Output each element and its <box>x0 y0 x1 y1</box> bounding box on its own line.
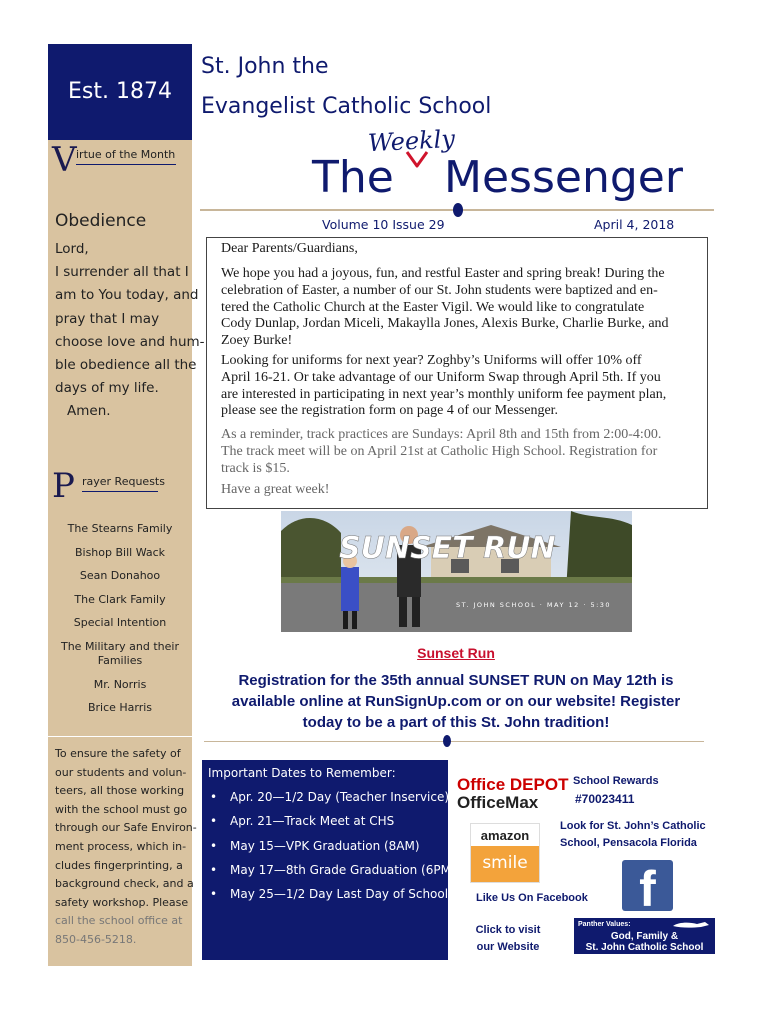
list-item: Bishop Bill Wack <box>74 545 166 559</box>
letter-line: Zoey Burke! <box>221 333 293 349</box>
safety-line: cludes fingerprinting, a <box>55 858 183 872</box>
important-dates-box <box>202 760 456 960</box>
virtue-drop-cap: V <box>52 140 77 180</box>
panther-values-line: God, Family & <box>610 931 679 942</box>
safety-line: teers, all those working <box>55 784 185 798</box>
letter-paragraph <box>221 266 701 350</box>
letter-line: We hope you had a joyous, fun, and restful Easter and spring break! During the <box>221 266 665 281</box>
list-item: • Apr. 21—Track Meet at CHS <box>202 814 448 838</box>
safety-line: safety workshop. Please <box>55 895 189 909</box>
list-item: • Apr. 20—1/2 Day (Teacher Inservice) <box>202 790 448 814</box>
panther-values-label: Panther Values: <box>578 921 631 928</box>
prayer-requests-underline <box>82 491 158 492</box>
section-dot <box>443 735 451 747</box>
section-rule <box>204 741 704 742</box>
volume-issue: Volume 10 Issue 29 <box>322 217 445 232</box>
safety-line: through our Safe Environ- <box>55 821 197 835</box>
safety-line: call the school office at <box>55 914 183 928</box>
safety-phone: 850-456-5218. <box>55 932 137 946</box>
sunset-run-line: Registration for the 35th annual SUNSET RUN on May 12th is <box>238 672 674 689</box>
list-item: • May 15—VPK Graduation (8AM) <box>202 839 448 863</box>
safety-line: our students and volun- <box>55 765 187 779</box>
sunset-run-line: available online at RunSignUp.com or on our website! Register <box>231 693 681 710</box>
insert-caret-icon <box>403 148 431 170</box>
virtue-prayer <box>55 238 205 424</box>
photo-headline: SUNSET RUN <box>339 531 556 566</box>
school-name-line1: St. John the <box>201 54 329 79</box>
prayer-line: am to You today, and <box>55 287 199 304</box>
safety-notice <box>55 745 197 950</box>
important-dates-list <box>202 790 456 911</box>
panther-icon <box>671 920 711 930</box>
like-facebook-link[interactable]: Like Us On Facebook <box>476 892 588 904</box>
letter-line: As a reminder, track practices are Sundays: April 8th and 15th from 2:00-4:00. <box>221 427 662 442</box>
sunset-run-photo <box>281 511 632 632</box>
safety-line: background check, and a <box>55 877 194 891</box>
panther-values-line: St. John Catholic School <box>585 942 704 953</box>
letter-line: track is $15. <box>221 460 290 476</box>
office-max-wordmark: OfficeMax <box>457 793 539 812</box>
safety-line: ment process, which in- <box>55 839 187 853</box>
list-item: Special Intention <box>73 616 167 630</box>
masthead-dot <box>453 203 463 217</box>
list-item: The Clark Family <box>74 592 166 606</box>
letter-line: April 16-21. Or take advantage of our Uniform Swap through April 5th. If you <box>221 369 661 385</box>
letter-line: Looking for uniforms for next year? Zoghby’s Uniforms will offer 10% off <box>221 353 642 368</box>
letter-paragraph <box>221 427 701 477</box>
facebook-icon[interactable]: f <box>622 860 673 911</box>
masthead-the: The <box>312 152 394 203</box>
instruction-line: School, Pensacola Florida <box>560 836 697 849</box>
office-depot-logo[interactable] <box>457 775 569 814</box>
sunset-run-body <box>206 670 706 733</box>
sunset-run-line: today to be a part of this St. John tradition! <box>302 714 610 731</box>
amazon-smile-logo[interactable] <box>470 823 540 883</box>
prayer-requests-drop-cap: P <box>52 466 75 506</box>
school-rewards-title: School Rewards <box>573 775 659 787</box>
letter-line: celebration of Easter, a number of our St. John students were baptized and en- <box>221 282 658 298</box>
safety-line: To ensure the safety of <box>55 747 181 760</box>
prayer-line: choose love and hum- <box>55 333 205 350</box>
list-item: The Military and their Families <box>60 639 180 667</box>
important-dates-title: Important Dates to Remember: <box>208 766 396 780</box>
list-item: Sean Donahoo <box>79 569 161 583</box>
sunset-run-title: Sunset Run <box>417 645 495 661</box>
list-item: Mr. Norris <box>93 677 147 691</box>
visit-line: Click to visit <box>475 924 541 936</box>
virtue-name: Obedience <box>55 211 147 231</box>
list-item: Brice Harris <box>87 701 153 715</box>
amazon-smile-instructions <box>560 818 706 851</box>
panther-values-banner <box>574 918 715 954</box>
virtue-underline <box>76 164 176 165</box>
letter-line: Cody Dunlap, Jordan Miceli, Makaylla Jones, Alexis Burke, Charlie Burke, and <box>221 316 669 332</box>
principal-letter <box>206 237 708 509</box>
visit-website-link[interactable] <box>473 922 543 956</box>
school-name-line2: Evangelist Catholic School <box>201 94 492 119</box>
prayer-line: Lord, <box>55 241 89 257</box>
office-depot-wordmark: Office DEPOT <box>457 775 569 794</box>
letter-greeting: Dear Parents/Guardians, <box>221 241 358 256</box>
letter-line: The track meet will be on April 21st at Catholic High School. Registration for <box>221 443 658 459</box>
amazon-wordmark: amazon <box>480 828 530 843</box>
safety-line: with the school must go <box>55 802 188 816</box>
letter-line: please see the registration form on page 4 of our Messenger. <box>221 403 559 419</box>
prayer-requests-list <box>48 522 192 715</box>
masthead-messenger: Messenger <box>444 152 683 203</box>
issue-date: April 4, 2018 <box>594 217 675 232</box>
instruction-line: Look for St. John’s Catholic <box>560 820 706 832</box>
prayer-line: I surrender all that I <box>55 264 189 281</box>
smile-wordmark: smile <box>471 846 539 882</box>
letter-line: are interested in participating in next year’s monthly uniform fee payment plan, <box>221 386 667 402</box>
letter-paragraph <box>221 353 701 420</box>
visit-line: our Website <box>476 941 540 953</box>
prayer-line: ble obedience all the <box>55 357 197 374</box>
sidebar-divider <box>48 736 192 737</box>
list-item: The Stearns Family <box>67 522 173 535</box>
letter-closing: Have a great week! <box>221 482 330 497</box>
prayer-requests-label: rayer Requests <box>82 475 165 488</box>
weekly-script: Weekly <box>367 124 456 158</box>
list-item: • May 25—1/2 Day Last Day of School <box>202 887 448 911</box>
letter-line: tered the Catholic Church at the Easter Vigil. We would like to congratulate <box>221 299 645 315</box>
list-item: • May 17—8th Grade Graduation (6PM) <box>202 863 448 887</box>
virtue-of-month-label: irtue of the Month <box>76 148 176 161</box>
photo-caption: ST. JOHN SCHOOL · MAY 12 · 5:30 <box>456 601 612 609</box>
prayer-line: pray that I may <box>55 310 160 327</box>
established-badge: Est. 1874 <box>48 44 192 140</box>
school-rewards-id: #70023411 <box>575 792 635 806</box>
prayer-line: days of my life. <box>55 380 159 397</box>
prayer-line: Amen. <box>67 403 111 420</box>
